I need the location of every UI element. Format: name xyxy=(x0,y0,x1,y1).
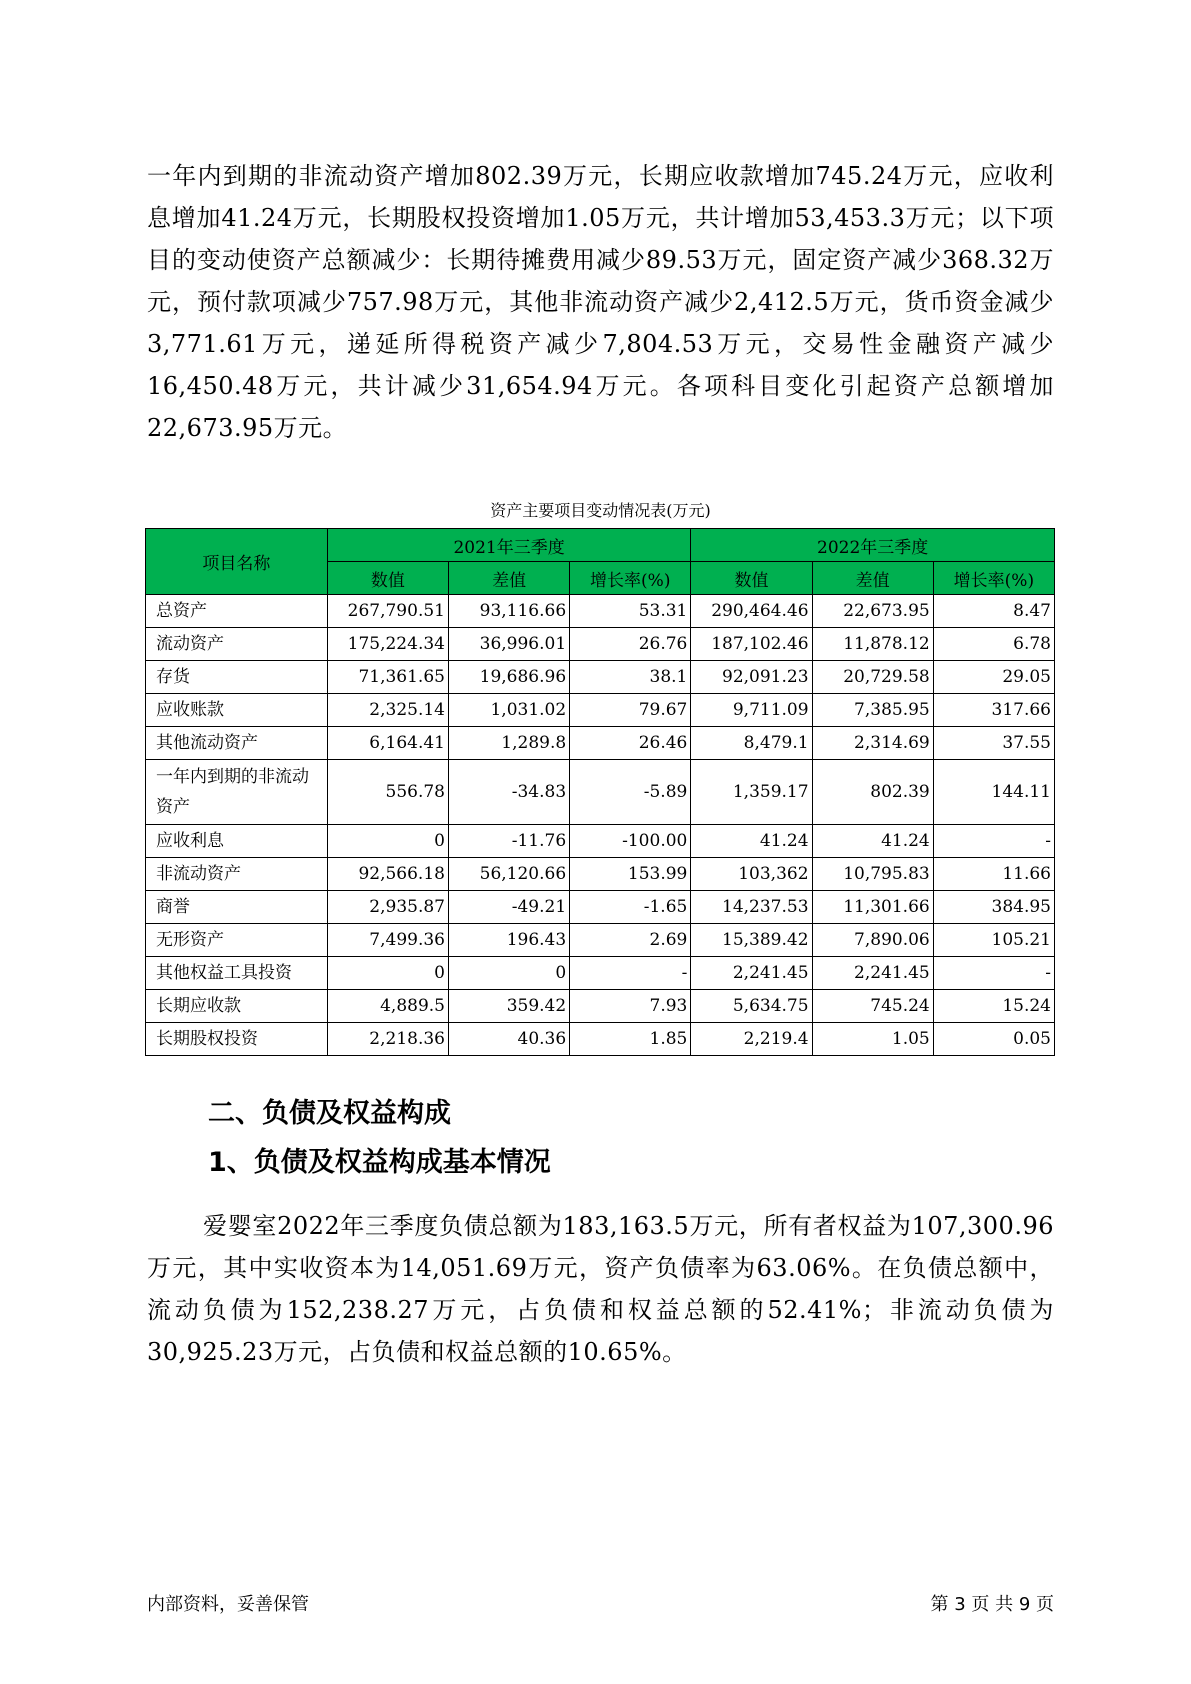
row-value-cell: 9,711.09 xyxy=(691,694,812,727)
row-value-cell: 2.69 xyxy=(570,924,691,957)
row-value-cell: 290,464.46 xyxy=(691,595,812,628)
row-value-cell: 0 xyxy=(448,957,569,990)
table-row xyxy=(146,628,1055,661)
row-value-cell: 7,890.06 xyxy=(812,924,933,957)
row-value-cell: 105.21 xyxy=(933,924,1054,957)
table-row xyxy=(146,858,1055,891)
table-row xyxy=(146,957,1055,990)
row-value-cell: 5,634.75 xyxy=(691,990,812,1023)
row-item-name: 总资产 xyxy=(146,595,328,628)
row-value-cell: 41.24 xyxy=(812,825,933,858)
table-row xyxy=(146,760,1055,825)
table-header-row xyxy=(146,529,1055,562)
footer-confidential-note: 内部资料，妥善保管 xyxy=(147,1594,309,1615)
row-value-cell: 22,673.95 xyxy=(812,595,933,628)
row-value-cell: 1.05 xyxy=(812,1023,933,1056)
row-value-cell: 6,164.41 xyxy=(327,727,448,760)
row-value-cell: 92,566.18 xyxy=(327,858,448,891)
row-item-name: 其他流动资产 xyxy=(146,727,328,760)
subsection-heading: 1、负债及权益构成基本情况 xyxy=(208,1147,551,1178)
row-value-cell: 15,389.42 xyxy=(691,924,812,957)
row-value-cell: -49.21 xyxy=(448,891,569,924)
row-value-cell: 7,385.95 xyxy=(812,694,933,727)
subheader-value-2021: 数值 xyxy=(327,562,448,595)
row-value-cell: 14,237.53 xyxy=(691,891,812,924)
row-value-cell: 2,325.14 xyxy=(327,694,448,727)
row-value-cell: 92,091.23 xyxy=(691,661,812,694)
row-value-cell: 2,218.36 xyxy=(327,1023,448,1056)
row-value-cell: - xyxy=(933,825,1054,858)
row-value-cell: 267,790.51 xyxy=(327,595,448,628)
row-value-cell: 2,241.45 xyxy=(812,957,933,990)
table-row xyxy=(146,891,1055,924)
row-value-cell: 2,241.45 xyxy=(691,957,812,990)
row-item-name: 存货 xyxy=(146,661,328,694)
header-period-2022: 2022年三季度 xyxy=(691,529,1055,562)
row-value-cell: 1,289.8 xyxy=(448,727,569,760)
row-value-cell: 6.78 xyxy=(933,628,1054,661)
row-item-name: 应收利息 xyxy=(146,825,328,858)
footer-page-number: 第 3 页 共 9 页 xyxy=(930,1594,1054,1615)
subheader-diff-2021: 差值 xyxy=(448,562,569,595)
row-value-cell: 8.47 xyxy=(933,595,1054,628)
row-value-cell: 36,996.01 xyxy=(448,628,569,661)
section-heading: 二、负债及权益构成 xyxy=(208,1098,451,1129)
row-value-cell: 10,795.83 xyxy=(812,858,933,891)
row-value-cell: 359.42 xyxy=(448,990,569,1023)
row-value-cell: 144.11 xyxy=(933,760,1054,825)
table-body xyxy=(146,595,1055,1056)
row-value-cell: 7,499.36 xyxy=(327,924,448,957)
header-item-name: 项目名称 xyxy=(146,529,328,595)
table-row xyxy=(146,1023,1055,1056)
row-value-cell: 196.43 xyxy=(448,924,569,957)
header-period-2021: 2021年三季度 xyxy=(327,529,691,562)
table-row xyxy=(146,661,1055,694)
table-row xyxy=(146,825,1055,858)
row-value-cell: 1,359.17 xyxy=(691,760,812,825)
subheader-value-2022: 数值 xyxy=(691,562,812,595)
row-value-cell: 71,361.65 xyxy=(327,661,448,694)
row-value-cell: 153.99 xyxy=(570,858,691,891)
row-value-cell: 11,878.12 xyxy=(812,628,933,661)
row-item-name: 一年内到期的非流动资产 xyxy=(146,760,328,825)
row-value-cell: 79.67 xyxy=(570,694,691,727)
row-item-name: 长期应收款 xyxy=(146,990,328,1023)
row-value-cell: 802.39 xyxy=(812,760,933,825)
assets-change-table xyxy=(145,528,1055,1056)
row-value-cell: 26.46 xyxy=(570,727,691,760)
body-paragraph-liabilities: 爱婴室2022年三季度负债总额为183,163.5万元，所有者权益为107,300.96万元，其中实收资本为14,051.69万元，资产负债率为63.06%。在负债总额中，流动负债为152,238.27万元，占负债和权益总额的52.41%；非流动负债为30,925.23万元，占负债和权益总额的10.65%。 xyxy=(147,1212,1054,1366)
row-value-cell: 317.66 xyxy=(933,694,1054,727)
row-value-cell: 37.55 xyxy=(933,727,1054,760)
subheader-rate-2021: 增长率(%) xyxy=(570,562,691,595)
row-value-cell: 19,686.96 xyxy=(448,661,569,694)
body-paragraph-assets: 一年内到期的非流动资产增加802.39万元，长期应收款增加745.24万元，应收利息增加41.24万元，长期股权投资增加1.05万元，共计增加53,453.3万元；以下项目的变动使资产总额减少：长期待摊费用减少89.53万元，固定资产减少368.32万元，预付款项减少757.98万元，其他非流动资产减少2,412.5万元，货币资金减少3,771.61万元，递延所得税资产减少7,804.53万元，交易性金融资产减少16,450.48万元，共计减少31,654.94万元。各项科目变化引起资产总额增加22,673.95万元。 xyxy=(147,162,1054,442)
row-value-cell: 41.24 xyxy=(691,825,812,858)
row-value-cell: 2,935.87 xyxy=(327,891,448,924)
row-value-cell: 0.05 xyxy=(933,1023,1054,1056)
row-value-cell: 56,120.66 xyxy=(448,858,569,891)
row-value-cell: 4,889.5 xyxy=(327,990,448,1023)
row-item-name: 长期股权投资 xyxy=(146,1023,328,1056)
row-value-cell: 2,219.4 xyxy=(691,1023,812,1056)
row-value-cell: 745.24 xyxy=(812,990,933,1023)
row-value-cell: 38.1 xyxy=(570,661,691,694)
row-value-cell: - xyxy=(570,957,691,990)
row-value-cell: 103,362 xyxy=(691,858,812,891)
row-value-cell: 8,479.1 xyxy=(691,727,812,760)
subheader-rate-2022: 增长率(%) xyxy=(933,562,1054,595)
table-row xyxy=(146,694,1055,727)
row-item-name: 商誉 xyxy=(146,891,328,924)
row-item-name: 无形资产 xyxy=(146,924,328,957)
row-value-cell: 556.78 xyxy=(327,760,448,825)
row-value-cell: 29.05 xyxy=(933,661,1054,694)
row-value-cell: 53.31 xyxy=(570,595,691,628)
table-caption: 资产主要项目变动情况表(万元) xyxy=(490,501,711,520)
row-value-cell: 0 xyxy=(327,825,448,858)
row-value-cell: 11.66 xyxy=(933,858,1054,891)
row-value-cell: -100.00 xyxy=(570,825,691,858)
row-value-cell: 1,031.02 xyxy=(448,694,569,727)
row-value-cell: 384.95 xyxy=(933,891,1054,924)
row-value-cell: 15.24 xyxy=(933,990,1054,1023)
row-value-cell: - xyxy=(933,957,1054,990)
table-row xyxy=(146,595,1055,628)
row-item-name: 非流动资产 xyxy=(146,858,328,891)
row-value-cell: 0 xyxy=(327,957,448,990)
row-item-name: 其他权益工具投资 xyxy=(146,957,328,990)
row-value-cell: -1.65 xyxy=(570,891,691,924)
row-value-cell: 1.85 xyxy=(570,1023,691,1056)
subheader-diff-2022: 差值 xyxy=(812,562,933,595)
row-value-cell: -5.89 xyxy=(570,760,691,825)
table-row xyxy=(146,727,1055,760)
row-value-cell: 93,116.66 xyxy=(448,595,569,628)
row-value-cell: 40.36 xyxy=(448,1023,569,1056)
row-value-cell: -34.83 xyxy=(448,760,569,825)
row-value-cell: 187,102.46 xyxy=(691,628,812,661)
row-value-cell: 2,314.69 xyxy=(812,727,933,760)
row-value-cell: 11,301.66 xyxy=(812,891,933,924)
row-value-cell: 26.76 xyxy=(570,628,691,661)
row-value-cell: -11.76 xyxy=(448,825,569,858)
row-value-cell: 175,224.34 xyxy=(327,628,448,661)
row-value-cell: 20,729.58 xyxy=(812,661,933,694)
row-item-name: 流动资产 xyxy=(146,628,328,661)
row-item-name: 应收账款 xyxy=(146,694,328,727)
table-row xyxy=(146,924,1055,957)
table-row xyxy=(146,990,1055,1023)
row-value-cell: 7.93 xyxy=(570,990,691,1023)
